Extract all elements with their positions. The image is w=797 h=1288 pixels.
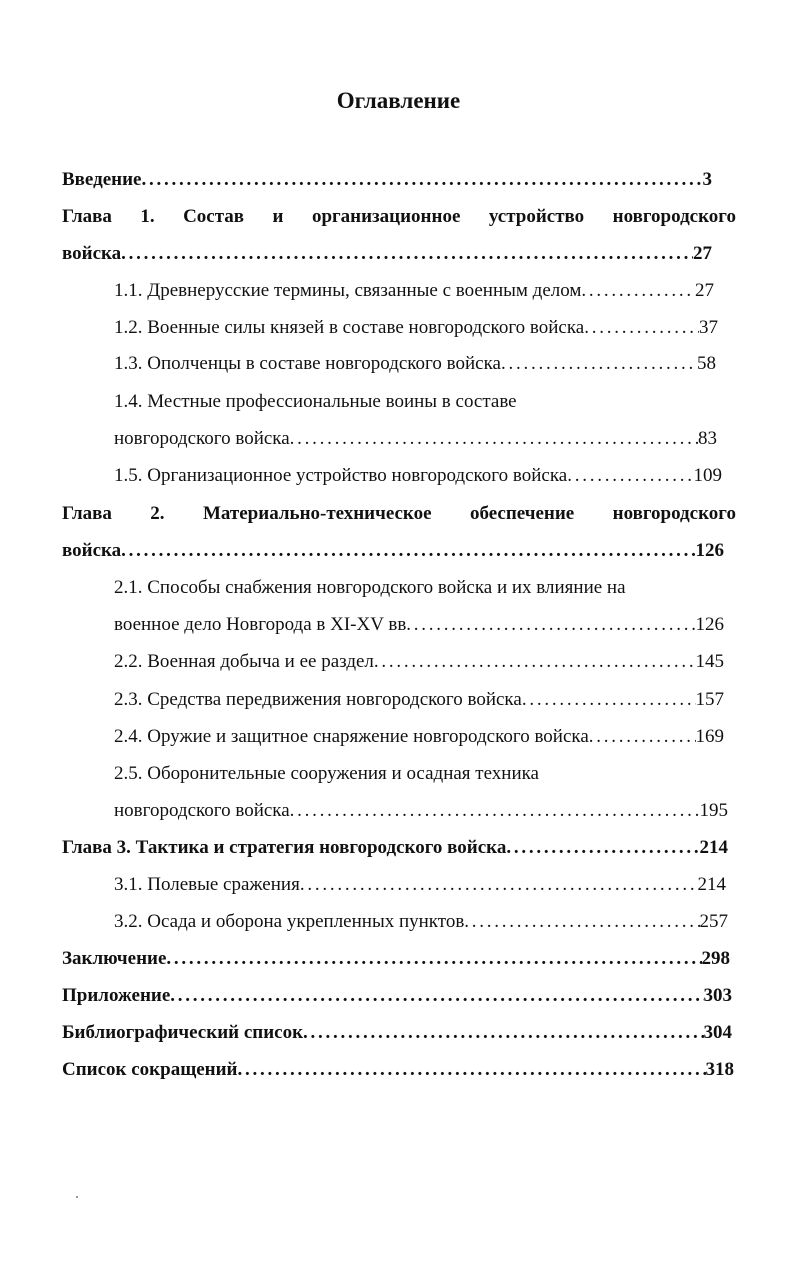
toc-page: 157 xyxy=(695,689,724,710)
dot-leader xyxy=(506,836,699,860)
toc-page: 3 xyxy=(702,169,712,190)
toc-chapter-1-heading[interactable] xyxy=(62,205,736,229)
heading-word: новгородского xyxy=(612,503,736,524)
dot-leader xyxy=(406,613,695,637)
toc-page: 257 xyxy=(699,911,728,932)
heading-word: обеспечение xyxy=(469,503,575,524)
page-title: Оглавление xyxy=(336,88,461,113)
heading-word: Состав xyxy=(183,206,245,227)
toc-label: Заключение xyxy=(62,948,167,969)
toc-page: 195 xyxy=(699,800,728,821)
toc-label: новгородского войска xyxy=(114,428,290,449)
dot-leader xyxy=(522,688,696,712)
dot-leader xyxy=(303,1021,703,1045)
dot-leader xyxy=(374,650,696,674)
toc-entry-appendix[interactable] xyxy=(62,984,732,1008)
dot-leader xyxy=(567,464,693,488)
heading-word: организационное xyxy=(311,206,461,227)
toc-entry-2-1-line1[interactable]: 2.1. Способы снабжения новгородского войска и их влияние на xyxy=(114,577,626,598)
dot-leader xyxy=(464,910,699,934)
dot-leader xyxy=(121,539,695,563)
heading-word: Глава xyxy=(62,503,112,524)
toc-page: 214 xyxy=(697,874,726,895)
dot-leader xyxy=(142,168,703,192)
toc-label: 1.1. Древнерусские термины, связанные с военным делом xyxy=(114,280,582,301)
heading-word: устройство xyxy=(488,206,585,227)
dot-leader xyxy=(290,427,698,451)
toc-entry-abbreviations[interactable] xyxy=(62,1058,734,1082)
toc-chapter-2-heading[interactable] xyxy=(62,502,736,526)
toc-entry-bibliography[interactable] xyxy=(62,1021,732,1045)
toc-entry-3-2[interactable] xyxy=(114,910,728,934)
toc-chapter-1-cont[interactable] xyxy=(62,242,712,266)
toc-entry-conclusion[interactable] xyxy=(62,947,730,971)
dot-leader xyxy=(501,352,697,376)
toc-label: Введение xyxy=(62,169,142,190)
toc-label: военное дело Новгорода в XI-XV вв xyxy=(114,614,407,635)
toc-page: 126 xyxy=(695,540,724,561)
toc-label: 1.3. Ополченцы в составе новгородского войска xyxy=(114,353,501,374)
toc-label: войска xyxy=(62,243,122,264)
dot-leader xyxy=(121,242,693,266)
scan-speck xyxy=(76,1196,78,1198)
toc-entry-2-2[interactable] xyxy=(114,650,724,674)
heading-word: Глава xyxy=(62,206,112,227)
toc-page: 304 xyxy=(703,1022,732,1043)
toc-page: 58 xyxy=(697,353,716,374)
toc-label: Глава 3. Тактика и стратегия новгородского войска xyxy=(62,837,507,858)
dot-leader xyxy=(166,947,701,971)
toc-label: Список сокращений xyxy=(62,1059,238,1080)
toc-label: 2.4. Оружие и защитное снаряжение новгородского войска xyxy=(114,726,589,747)
toc-entry-1-3[interactable] xyxy=(114,352,716,376)
toc-page: 214 xyxy=(699,837,728,858)
toc-chapter-3[interactable] xyxy=(62,836,728,860)
toc-page: 145 xyxy=(695,651,724,672)
toc-page: 126 xyxy=(695,614,724,635)
toc-page: 318 xyxy=(705,1059,734,1080)
toc-entry-2-5-line1[interactable]: 2.5. Оборонительные сооружения и осадная техника xyxy=(114,763,539,784)
dot-leader xyxy=(581,279,695,303)
toc-entry-intro[interactable] xyxy=(62,168,712,192)
heading-word: и xyxy=(272,206,284,227)
toc-entry-1-5[interactable] xyxy=(114,464,722,488)
toc-label: 2.3. Средства передвижения новгородского войска xyxy=(114,689,522,710)
toc-page: 27 xyxy=(693,243,712,264)
toc-page: 303 xyxy=(703,985,732,1006)
dot-leader xyxy=(300,873,698,897)
toc-label: войска xyxy=(62,540,122,561)
toc-label: 1.2. Военные силы князей в составе новгородского войска xyxy=(114,317,585,338)
toc-label: 2.2. Военная добыча и ее раздел xyxy=(114,651,374,672)
toc-label: Приложение xyxy=(62,985,171,1006)
dot-leader xyxy=(584,316,699,340)
dot-leader xyxy=(238,1058,706,1082)
dot-leader xyxy=(170,984,703,1008)
toc-entry-1-4[interactable] xyxy=(114,427,717,451)
toc-label: 3.1. Полевые сражения xyxy=(114,874,300,895)
toc-page: 298 xyxy=(701,948,730,969)
heading-word: новгородского xyxy=(612,206,736,227)
toc-label: Библиографический список xyxy=(62,1022,304,1043)
toc-page: 169 xyxy=(695,726,724,747)
heading-word: 2. xyxy=(150,503,165,524)
toc-label: 3.2. Осада и оборона укрепленных пунктов xyxy=(114,911,465,932)
toc-page: 27 xyxy=(695,280,714,301)
heading-word: 1. xyxy=(140,206,155,227)
toc-entry-1-1[interactable] xyxy=(114,279,714,303)
toc-entry-3-1[interactable] xyxy=(114,873,726,897)
toc-chapter-2-cont[interactable] xyxy=(62,539,724,563)
toc-entry-2-4[interactable] xyxy=(114,725,724,749)
toc-entry-1-2[interactable] xyxy=(114,316,718,340)
toc-label: 1.5. Организационное устройство новгородского войска xyxy=(114,465,568,486)
dot-leader xyxy=(589,725,696,749)
toc-page: 83 xyxy=(698,428,717,449)
toc-entry-2-1[interactable] xyxy=(114,613,724,637)
toc-page: 37 xyxy=(699,317,718,338)
toc-entry-1-4-line1[interactable]: 1.4. Местные профессиональные воины в составе xyxy=(114,391,517,412)
heading-word: Материально-техническое xyxy=(202,503,432,524)
dot-leader xyxy=(290,799,700,823)
toc-entry-2-5[interactable] xyxy=(114,799,728,823)
toc-page: 109 xyxy=(693,465,722,486)
toc-label: новгородского войска xyxy=(114,800,290,821)
toc-entry-2-3[interactable] xyxy=(114,688,724,712)
